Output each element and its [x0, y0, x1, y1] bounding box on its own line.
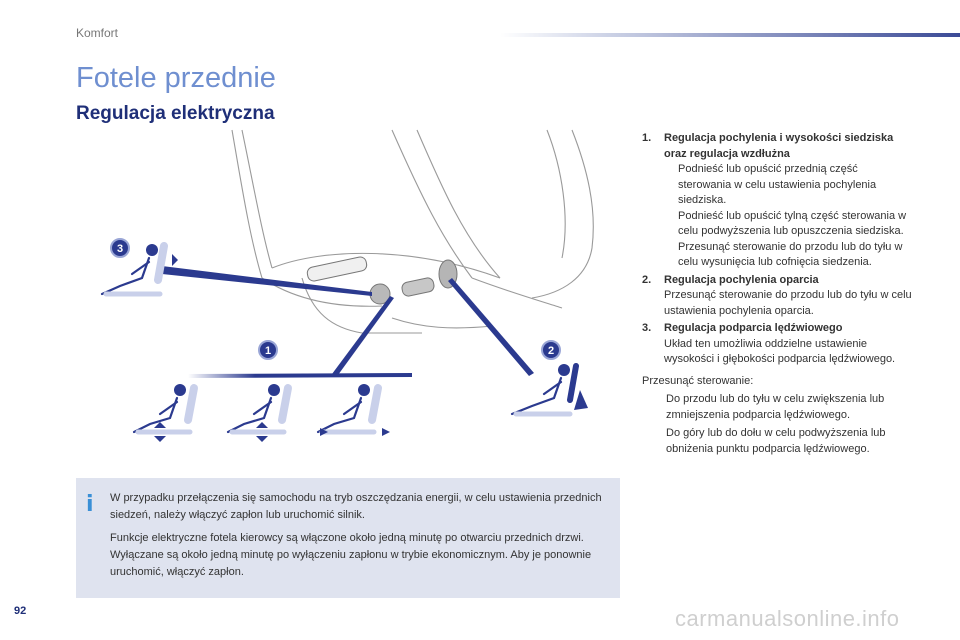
svg-text:2: 2 — [547, 345, 555, 357]
info-box — [76, 478, 620, 598]
instruction-item-3 — [642, 321, 912, 368]
callout-lines — [162, 266, 534, 378]
page-title: Fotele przednie — [76, 62, 276, 94]
item-title: Regulacja podparcia lędźwiowego — [664, 322, 843, 334]
person-seat-icon-1a — [134, 384, 194, 442]
seat-controls-illustration — [92, 128, 612, 450]
person-seat-icon-2 — [512, 364, 588, 414]
list-item: Podnieść lub opuścić przednią część sterowania w celu ustawienia pochylenia siedziska. — [678, 163, 877, 206]
item-title: Regulacja pochylenia i wysokości siedziska oraz regulacja wzdłużna — [664, 132, 894, 160]
item-number: 3. — [642, 322, 652, 334]
person-seat-icon-1c — [318, 384, 390, 436]
header-rule — [500, 33, 960, 37]
callout-badge-1 — [259, 341, 277, 359]
svg-text:1: 1 — [264, 345, 272, 357]
item-text: Układ ten umożliwia oddzielne ustawienie wysokości i głębokości podparcia lędźwiowego. — [664, 337, 896, 365]
instruction-item-1 — [642, 131, 912, 271]
item-text: Przesunąć sterowanie do przodu lub do tyłu w celu ustawienia pochylenia oparcia. — [664, 289, 912, 317]
list-item: Do przodu lub do tyłu w celu zwiększenia lub zmniejszenia podparcia lędźwiowego. — [666, 393, 885, 421]
info-text — [110, 490, 610, 587]
seat-outline — [232, 130, 593, 333]
section-subtitle: Regulacja elektryczna — [76, 103, 275, 124]
lumbar-instructions — [642, 374, 912, 458]
info-icon: i — [86, 492, 94, 517]
lumbar-intro: Przesunąć sterowanie: — [642, 374, 754, 387]
instruction-item-2 — [642, 273, 912, 320]
item-number: 2. — [642, 273, 652, 286]
item-number: 1. — [642, 132, 652, 144]
watermark: carmanualsonline.info — [675, 606, 900, 631]
section-label: Komfort — [76, 26, 119, 40]
list-item: Do góry lub do dołu w celu podwyższenia lub obniżenia punktu podparcia lędźwiowego. — [666, 427, 886, 455]
list-item: Przesunąć sterowanie do przodu lub do tyłu w celu wysunięcia lub cofnięcia siedzenia. — [678, 240, 903, 268]
seat-control-buttons — [306, 256, 457, 304]
callout-badge-2 — [542, 341, 560, 359]
person-seat-icon-1b — [228, 384, 288, 442]
instructions-column — [642, 131, 912, 457]
svg-text:3: 3 — [116, 243, 124, 255]
info-paragraph: Funkcje elektryczne fotela kierowcy są włączone około jedną minutę po otwarciu przednich drzwi. Wyłączane są około jedną minutę po wyłączeniu zapłonu w trybie ekonomicznym. Aby je ponownie uruchomić, włączyć zapłon. — [110, 532, 592, 578]
item-title: Regulacja pochylenia oparcia — [664, 273, 819, 286]
callout-badge-3 — [111, 239, 129, 257]
list-item: Podnieść lub opuścić tylną część sterowania w celu podwyższenia lub opuszczenia siedziska. — [678, 209, 907, 237]
page-number: 92 — [14, 605, 27, 617]
info-paragraph: W przypadku przełączenia się samochodu na tryb oszczędzania energii, w celu ustawienia przednich siedzeń, należy włączyć zapłon lub uruchomić silnik. — [110, 492, 602, 521]
